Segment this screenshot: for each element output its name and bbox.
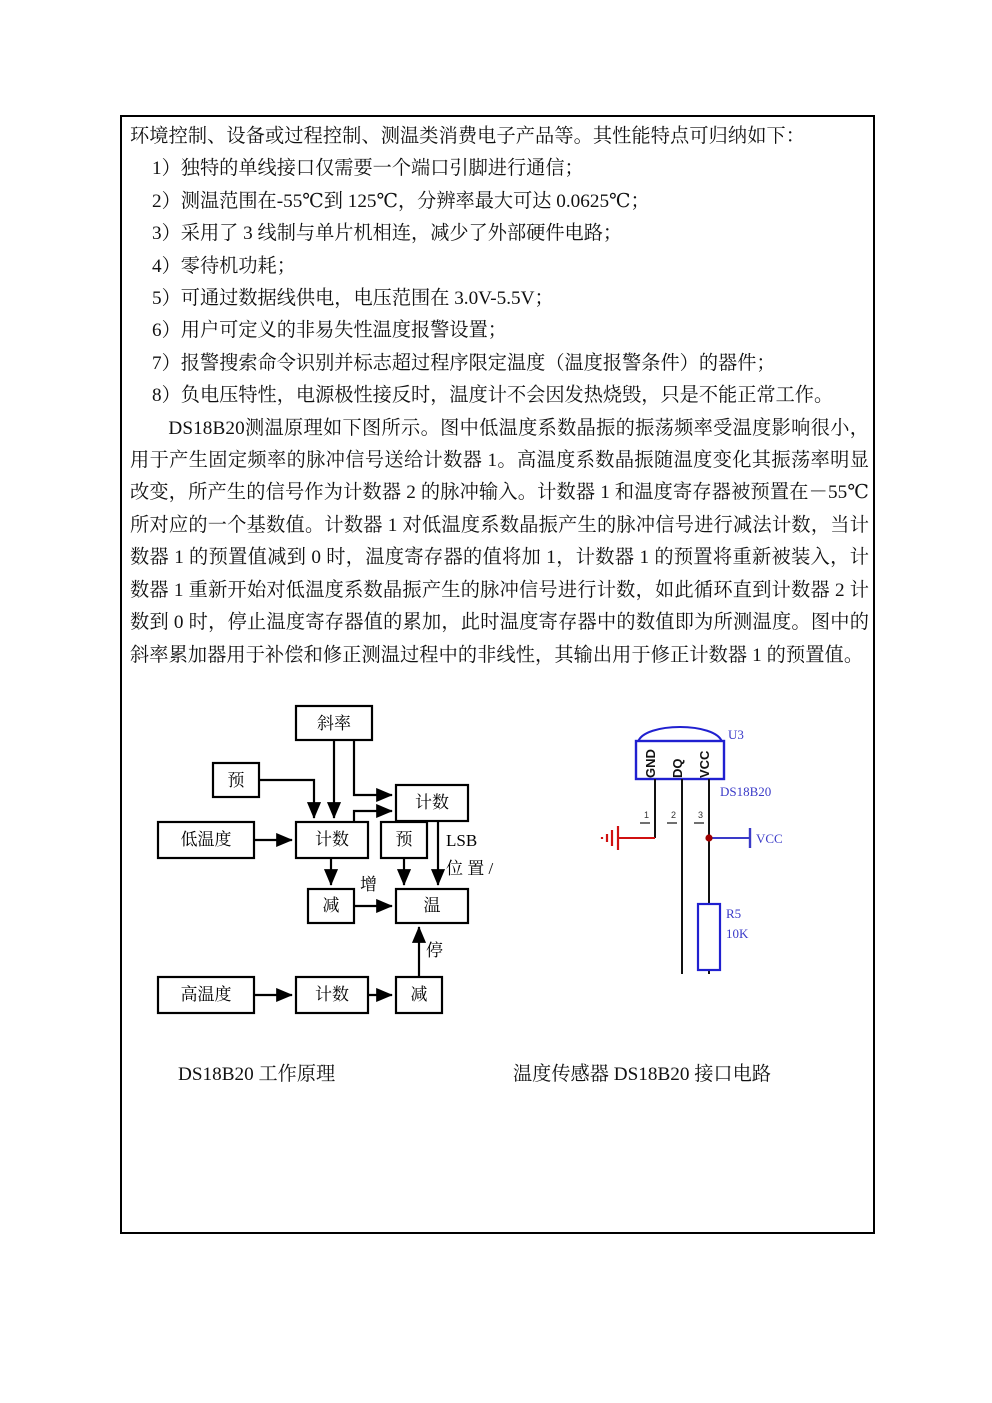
label-lsb: LSB <box>446 830 478 850</box>
pin-number-3: 3 <box>698 809 704 820</box>
box-label-preset-mid: 预 <box>395 829 413 849</box>
box-label-high-temperature: 高温度 <box>180 984 232 1004</box>
box-label-low-temperature: 低温度 <box>180 829 232 849</box>
caption-circuit-diagram: 温度传感器 DS18B20 接口电路 <box>513 1063 771 1085</box>
feature-item-6: 6）用户可定义的非易失性温度报警设置； <box>152 320 507 342</box>
ds18b20-principle-block-diagram <box>148 694 508 1024</box>
figures-row <box>130 694 869 1054</box>
feature-item-4: 4）零待机功耗； <box>152 255 296 277</box>
figure-captions <box>130 1060 869 1094</box>
pin-name-gnd: GND <box>643 749 658 778</box>
label-lsb-position: 位 置 / <box>446 858 494 878</box>
box-label-slope: 斜率 <box>317 713 351 733</box>
feature-item-7: 7）报警搜索命令识别并标志超过程序限定温度（温度报警条件）的器件； <box>152 352 776 374</box>
box-label-counter-top-right: 计数 <box>415 792 449 812</box>
feature-item-1: 1）独特的单线接口仅需要一个端口引脚进行通信； <box>152 158 584 180</box>
intro-paragraph: 环境控制、设备或过程控制、测温类消费电子产品等。其性能特点可归纳如下： <box>130 126 806 147</box>
box-label-counter-bottom: 计数 <box>315 984 349 1004</box>
box-label-subtract-bottom: 减 <box>410 984 428 1004</box>
document-page-frame <box>120 115 875 1234</box>
vcc-net <box>705 828 782 848</box>
ds18b20-interface-circuit-diagram <box>600 686 860 1016</box>
pin-name-vcc: VCC <box>697 750 712 778</box>
net-label-vcc: VCC <box>756 830 783 846</box>
component-designator-u3: U3 <box>728 726 744 742</box>
label-stop: 停 <box>426 940 443 960</box>
feature-item-8: 8）负电压特性，电源极性接反时，温度计不会因发热烧毁，只是不能正常工作。 <box>152 385 834 407</box>
pin-number-2: 2 <box>671 809 677 820</box>
box-label-temperature-register: 温 <box>423 895 441 915</box>
feature-item-3: 3）采用了 3 线制与单片机相连，减少了外部硬件电路； <box>152 223 623 245</box>
box-label-subtract-mid: 减 <box>322 895 340 915</box>
feature-item-2: 2）测温范围在-55℃到 125℃，分辨率最大可达 0.0625℃； <box>152 190 650 212</box>
resistor-designator: R5 <box>726 905 742 921</box>
principle-paragraph: DS18B20测温原理如下图所示。图中低温度系数晶振的振荡频率受温度影响很小，用于产生固定频率的脉冲信号送给计数器 1。高温度系数晶振随温度变化其振荡率明显改变，所产生的信号作为计数器 2 的脉冲输入。计数器 1 和温度寄存器被预置在－55℃所对应的一个基数值。计数器 1 对低温度系数晶振产生的脉冲信号进行减法计数，当计数器 1 的预置值减到 0 时，温度寄存器的值将加 1，计数器 1 的预置将重新被装入，计数器 1 重新开始对低温度系数晶振产生的脉冲信号进行计数，如此循环直到计数器 2 计数到 0 时，停止温度寄存器值的累加，此时温度寄存器中的数值即为所测温度。图中的斜率累加器用于补偿和修正测温过程中的非线性，其输出用于修正计数器 1 的预置值。 <box>130 417 869 666</box>
resistor-value: 10K <box>726 925 749 941</box>
ground-symbol <box>602 826 655 850</box>
box-label-counter-main: 计数 <box>315 829 349 849</box>
feature-item-5: 5）可通过数据线供电，电压范围在 3.0V-5.5V； <box>152 288 554 310</box>
feature-list <box>130 153 869 412</box>
document-content-area <box>130 121 869 1232</box>
pin-number-1: 1 <box>644 809 650 820</box>
caption-block-diagram: DS18B20 工作原理 <box>178 1063 336 1085</box>
block-diagram-connectors <box>254 740 438 995</box>
pin-numbers <box>640 810 704 823</box>
pullup-resistor <box>698 904 749 970</box>
junction-dot <box>705 834 712 841</box>
label-increment: 增 <box>360 874 377 894</box>
box-label-preset-top: 预 <box>227 770 245 790</box>
component-part-name: DS18B20 <box>720 783 772 799</box>
pin-name-dq: DQ <box>670 758 685 778</box>
